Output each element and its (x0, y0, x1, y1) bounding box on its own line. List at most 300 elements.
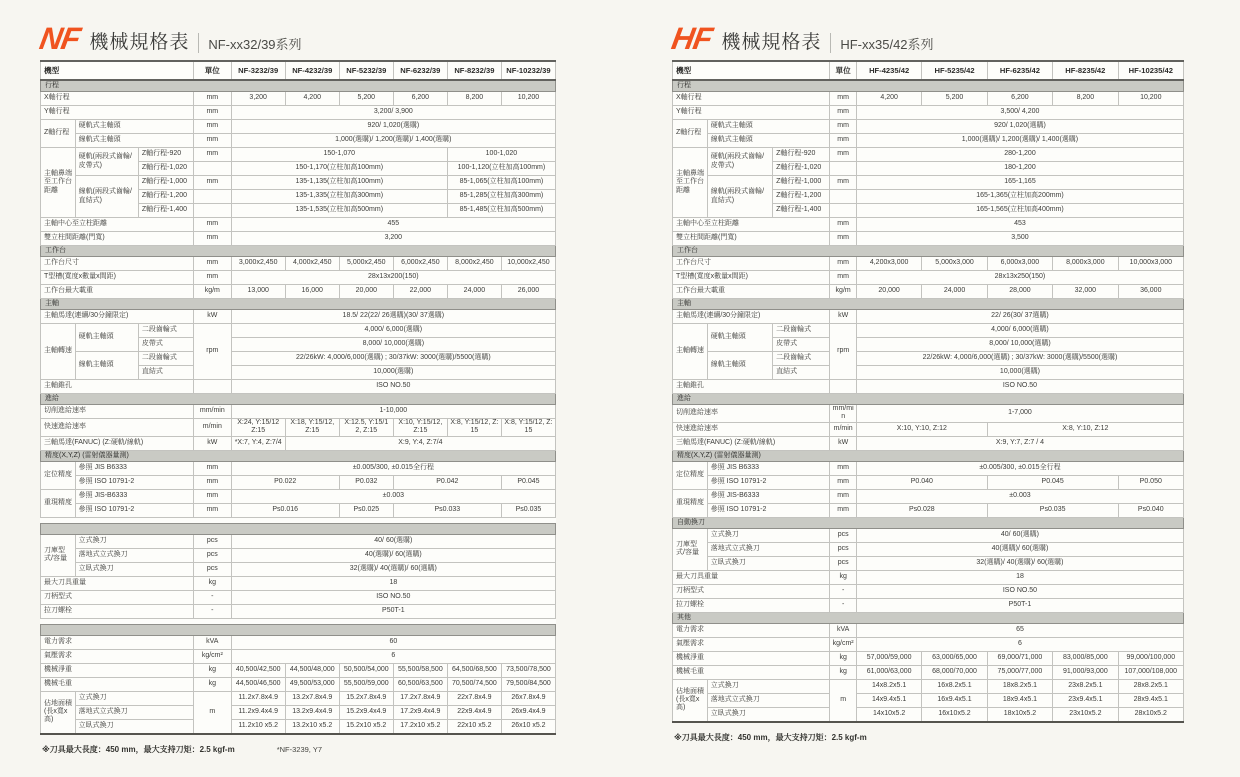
spec-value: 17.2x10 x5.2 (393, 719, 447, 734)
title-divider (830, 33, 831, 53)
spec-value: 75,000/77,000 (987, 665, 1052, 679)
row-label: Z軸行程-1,000 (138, 176, 193, 190)
spec-value: Ps0.040 (1118, 503, 1183, 517)
section-header: 工作台 (673, 246, 1184, 257)
spec-value: 57,000/59,000 (856, 651, 921, 665)
hf-title-bar (669, 18, 1184, 56)
spec-value: 24,000 (922, 285, 987, 299)
spec-value: 165-1,165 (856, 176, 1183, 190)
spec-value: 26x7.8x4.9 (501, 691, 555, 705)
nf-footnote-text: ※刀具最大長度：450 mm，最大支持刀矩：2.5 kgf-m (42, 744, 235, 754)
row-label: 主軸轉速 (673, 324, 708, 380)
unit-cell (830, 190, 857, 204)
spec-value: 920/ 1,020(選購) (231, 120, 555, 134)
row-label: 工作台尺寸 (41, 257, 194, 271)
unit-cell: - (193, 590, 231, 604)
nf-footnote (40, 744, 556, 755)
row-label: 刀庫型式/容量 (41, 534, 76, 576)
unit-cell: mm (830, 489, 857, 503)
hf-spec-table-mount (672, 60, 1184, 723)
spec-value: *X:7, Y:4, Z:7/4 (231, 436, 285, 450)
spec-value: 61,000/63,000 (856, 665, 921, 679)
section-header: 其他 (673, 612, 1184, 623)
row-label: 參照 ISO 10791-2 (707, 503, 830, 517)
unit-cell: m (830, 679, 857, 722)
spec-value: 40/ 60(選購) (231, 534, 555, 548)
spec-value: P0.032 (339, 475, 393, 489)
spec-value: Ps0.025 (339, 503, 393, 517)
unit-cell: kVA (830, 623, 857, 637)
spec-value: 22x9.4x4.9 (447, 705, 501, 719)
spec-value: 135-1,535(立柱加高500mm) (231, 204, 447, 218)
spec-value: 23x9.4x5.1 (1053, 693, 1118, 707)
row-label: 線軌主軸頭 (75, 352, 138, 380)
spec-value: 14x9.4x5.1 (856, 693, 921, 707)
spec-value: Ps0.033 (393, 503, 501, 517)
row-label: 重現精度 (673, 489, 708, 517)
model-column-header: NF-8232/39 (447, 61, 501, 80)
section-header: 工作台 (41, 246, 556, 257)
row-label: 立臥式換刀 (75, 719, 193, 734)
spec-value: 5,200 (339, 92, 393, 106)
row-label: 刀庫型式/容量 (673, 528, 708, 570)
nf-title-bar (37, 18, 556, 56)
row-label: 機械毛重 (673, 665, 830, 679)
row-label: T型槽(寬度x數量x間距) (41, 271, 194, 285)
spec-value: 135-1,135(立柱加高100mm) (231, 176, 447, 190)
spec-value: 4,200 (285, 92, 339, 106)
spec-value: 68,000/70,000 (922, 665, 987, 679)
row-label: 硬軌主軸頭 (75, 324, 138, 352)
spec-value: 17.2x9.4x4.9 (393, 705, 447, 719)
unit-cell: mm (193, 106, 231, 120)
row-label: Z軸行程-1,200 (138, 190, 193, 204)
spec-value: 100-1,020 (447, 148, 555, 162)
nf-title: 機械規格表 (89, 32, 190, 53)
row-label: 硬軌式主軸頭 (707, 120, 830, 134)
row-label: 參照 JIS B6333 (707, 461, 830, 475)
unit-cell (830, 380, 857, 394)
section-header: 自動換刀 (673, 517, 1184, 528)
spec-value: P0.050 (1118, 475, 1183, 489)
section-header: 行程 (41, 80, 556, 92)
row-label: 落地式立式換刀 (707, 693, 830, 707)
spec-value: 3,200 (231, 92, 285, 106)
spec-value: 64,500/68,500 (447, 663, 501, 677)
spec-value: P0.045 (987, 475, 1118, 489)
unit-cell (193, 190, 231, 204)
spec-value: 3,200 (231, 232, 555, 246)
spec-value: 6,000x3,000 (987, 257, 1052, 271)
spec-value: P50T-1 (856, 598, 1183, 612)
row-label: 硬軌(兩段式齒輪/皮帶式) (75, 148, 138, 176)
unit-cell: mm (193, 134, 231, 148)
unit-cell (830, 204, 857, 218)
unit-cell: kW (193, 310, 231, 324)
spec-value: 15.2x10 x5.2 (339, 719, 393, 734)
unit-cell: kg (193, 576, 231, 590)
hf-spec-panel (669, 18, 1184, 743)
spec-value: 28x10x5.2 (1118, 707, 1183, 722)
section-header (41, 624, 556, 635)
row-label: 主軸馬達(連續/30分鐘限定) (673, 310, 830, 324)
spec-value: 13.2x9.4x4.9 (285, 705, 339, 719)
row-label: 落地式立式換刀 (707, 542, 830, 556)
spec-value: 85-1,485(立柱加高500mm) (447, 204, 555, 218)
row-label: Z軸行程-1,000 (773, 176, 830, 190)
row-label: 二段齒輪式 (773, 352, 830, 366)
spec-value: 10,200 (1118, 92, 1183, 106)
row-label: Z軸行程 (41, 120, 76, 148)
nf-footnote-side-text: *NF-3239, Y7 (276, 744, 323, 754)
row-label: 參照 ISO 10791-2 (75, 475, 193, 489)
spec-value: 8,000/ 10,000(選購) (231, 338, 555, 352)
model-column-header: NF-5232/39 (339, 61, 393, 80)
unit-cell: pcs (193, 562, 231, 576)
spec-value: 22,000 (393, 285, 447, 299)
row-label: 佔地面積(長x寬x高) (41, 691, 76, 734)
row-label: 拉刀螺栓 (673, 598, 830, 612)
row-label: 切削進給速率 (673, 405, 830, 423)
spec-value: 1,000(選購)/ 1,200(選購)/ 1,400(選購) (231, 134, 555, 148)
spec-value: ±0.005/300, ±0.015全行程 (231, 461, 555, 475)
spec-value: 8,000x3,000 (1053, 257, 1118, 271)
unit-cell: kg/m (193, 285, 231, 299)
unit-cell: mm (193, 475, 231, 489)
model-column-header: HF-4235/42 (856, 61, 921, 80)
spec-value: 1-7,000 (856, 405, 1183, 423)
spec-value: 28x13x200(150) (231, 271, 555, 285)
row-label: 立式換刀 (75, 691, 193, 705)
spec-value: ±0.003 (231, 489, 555, 503)
unit-cell: rpm (830, 324, 857, 380)
spec-value: ISO NO.50 (231, 590, 555, 604)
spec-value: 150-1,070 (231, 148, 447, 162)
hf-footnote (672, 732, 1184, 743)
row-label: Y軸行程 (673, 106, 830, 120)
unit-cell: kg (193, 677, 231, 691)
spec-value: 23x10x5.2 (1053, 707, 1118, 722)
spec-value: 13.2x7.8x4.9 (285, 691, 339, 705)
unit-cell: mm (830, 92, 857, 106)
unit-cell: pcs (830, 542, 857, 556)
spec-value: 5,000x3,000 (922, 257, 987, 271)
section-header: 進給 (41, 394, 556, 405)
spec-value: 11.2x7.8x4.9 (231, 691, 285, 705)
row-label: 主軸錐孔 (41, 380, 194, 394)
spec-value: 18 (231, 576, 555, 590)
spec-value: 28x13x250(150) (856, 271, 1183, 285)
spec-value: 85-1,285(立柱加高300mm) (447, 190, 555, 204)
spec-value: 4,200x3,000 (856, 257, 921, 271)
row-label: 雙立柱間距離(門寬) (673, 232, 830, 246)
spec-value: 3,500 (856, 232, 1183, 246)
row-label: 定位精度 (673, 461, 708, 489)
spec-value: 22x7.8x4.9 (447, 691, 501, 705)
row-label: 工作台尺寸 (673, 257, 830, 271)
spec-value: X:9, Y:4, Z:7/4 (285, 436, 555, 450)
spec-value: 40/ 60(選購) (856, 528, 1183, 542)
model-column-header: HF-8235/42 (1053, 61, 1118, 80)
spec-value: X:10, Y:10, Z:12 (856, 422, 987, 436)
spec-value: 8,000/ 10,000(選購) (856, 338, 1183, 352)
spec-value: 10,000(選購) (856, 366, 1183, 380)
spec-value: 36,000 (1118, 285, 1183, 299)
spec-value: X:24, Y:15/12 Z:15 (231, 419, 285, 437)
spec-value: 17.2x7.8x4.9 (393, 691, 447, 705)
nf-spec-panel (37, 18, 556, 755)
spec-value: 11.2x9.4x4.9 (231, 705, 285, 719)
unit-cell: - (193, 604, 231, 618)
spec-value: 26x9.4x4.9 (501, 705, 555, 719)
row-label: 立式換刀 (707, 679, 830, 693)
row-label: 三軸馬達(FANUC) (Z:硬軌/線軌) (673, 436, 830, 450)
nf-logo: NF (37, 21, 83, 56)
unit-cell: kg (830, 570, 857, 584)
row-label: 線軌(兩段式齒輪/直結式) (75, 176, 138, 218)
spec-value: 16x9.4x5.1 (922, 693, 987, 707)
spec-value: X:12.5, Y:15/12, Z:15 (339, 419, 393, 437)
spec-value: 14x8.2x5.1 (856, 679, 921, 693)
unit-cell: mm (830, 134, 857, 148)
row-label: 電力需求 (41, 635, 194, 649)
row-label: 立式換刀 (75, 534, 193, 548)
spec-value: 6,200 (987, 92, 1052, 106)
spec-value: 165-1,565(立柱加高400mm) (856, 204, 1183, 218)
row-label: 主軸鼻端至工作台距離 (673, 148, 708, 218)
spec-value: 20,000 (339, 285, 393, 299)
row-label: Z軸行程-1,020 (773, 162, 830, 176)
unit-cell: m/min (193, 419, 231, 437)
row-label: 線軌式主軸頭 (707, 134, 830, 148)
section-header: 精度(X,Y,Z) (雷射儀器量測) (673, 450, 1184, 461)
unit-cell: pcs (830, 528, 857, 542)
row-label: 二段齒輪式 (138, 324, 193, 338)
row-label: 立臥式換刀 (707, 556, 830, 570)
model-column-header: HF-6235/42 (987, 61, 1052, 80)
spec-value: 5,000x2,450 (339, 257, 393, 271)
spec-value: ISO NO.50 (856, 380, 1183, 394)
spec-value: 91,000/93,000 (1053, 665, 1118, 679)
row-label: Z軸行程 (673, 120, 708, 148)
unit-cell: mm (193, 461, 231, 475)
spec-value: Ps0.035 (501, 503, 555, 517)
row-label: 參照 ISO 10791-2 (75, 503, 193, 517)
spec-value: 6 (231, 649, 555, 663)
row-label: Z軸行程-1,400 (773, 204, 830, 218)
spec-value: 107,000/108,000 (1118, 665, 1183, 679)
spec-value: 28x9.4x5.1 (1118, 693, 1183, 707)
row-label: 最大刀具重量 (673, 570, 830, 584)
row-label: 刀柄型式 (673, 584, 830, 598)
section-header: 精度(X,Y,Z) (雷射儀器量測) (41, 450, 556, 461)
unit-cell: mm (193, 176, 231, 190)
spec-value: P0.022 (231, 475, 339, 489)
spec-value: 22x10 x5.2 (447, 719, 501, 734)
unit-cell: m (193, 691, 231, 734)
spec-value: 14x10x5.2 (856, 707, 921, 722)
model-column-header: HF-5235/42 (922, 61, 987, 80)
spec-value: 22/26kW: 4,000/6,000(選購) ; 30/37kW: 3000(選購)/5500(選購) (856, 352, 1183, 366)
hf-footnote-text: ※刀具最大長度：450 mm，最大支持刀矩：2.5 kgf-m (674, 732, 867, 742)
row-label: 皮帶式 (773, 338, 830, 352)
spec-value: P0.040 (856, 475, 987, 489)
spec-value: 18x9.4x5.1 (987, 693, 1052, 707)
row-label: 參照 JIS-B6333 (707, 489, 830, 503)
row-label: 主軸中心至立柱距離 (673, 218, 830, 232)
spec-value: 79,500/84,500 (501, 677, 555, 691)
spec-value: 5,200 (922, 92, 987, 106)
spec-value: 70,500/74,500 (447, 677, 501, 691)
spec-value: 49,500/53,000 (285, 677, 339, 691)
spec-value: 453 (856, 218, 1183, 232)
row-label: 切削進給速率 (41, 405, 194, 419)
unit-cell: kg/m (830, 285, 857, 299)
spec-value: 6,000x2,450 (393, 257, 447, 271)
spec-value: 15.2x7.8x4.9 (339, 691, 393, 705)
spec-value: 99,000/100,000 (1118, 651, 1183, 665)
spec-value: 150-1,170(立柱加高100mm) (231, 162, 447, 176)
row-label: 快速進給速率 (41, 419, 194, 437)
spec-value: 32(選購)/ 40(選購)/ 60(選購) (856, 556, 1183, 570)
unit-cell: mm (830, 257, 857, 271)
spec-value: 26x10 x5.2 (501, 719, 555, 734)
spec-value: 32(選購)/ 40(選購)/ 60(選購) (231, 562, 555, 576)
spec-value: 40(選購)/ 60(選購) (231, 548, 555, 562)
row-label: Z軸行程-1,020 (138, 162, 193, 176)
spec-value: 63,000/65,000 (922, 651, 987, 665)
unit-cell: mm (830, 271, 857, 285)
row-label: 立臥式換刀 (707, 707, 830, 722)
row-label: 線軌主軸頭 (707, 352, 772, 380)
row-label: 電力需求 (673, 623, 830, 637)
unit-cell: mm (193, 218, 231, 232)
spec-value: X:8, Y:15/12, Z:15 (447, 419, 501, 437)
row-label: 機械淨重 (673, 651, 830, 665)
row-label: 二段齒輪式 (773, 324, 830, 338)
spec-value: 8,200 (1053, 92, 1118, 106)
unit-cell: mm (193, 120, 231, 134)
row-label: 線軌式主軸頭 (75, 134, 193, 148)
unit-cell: pcs (193, 534, 231, 548)
row-label: 氣壓需求 (41, 649, 194, 663)
spec-value: 28,000 (987, 285, 1052, 299)
unit-cell: kg (830, 665, 857, 679)
row-label: 二段齒輪式 (138, 352, 193, 366)
section-header: 主軸 (41, 299, 556, 310)
hf-title: 機械規格表 (721, 32, 822, 53)
spec-value: 280-1,200 (856, 148, 1183, 162)
spec-value: 6,200 (393, 92, 447, 106)
spec-value: 4,000/ 6,000(選購) (231, 324, 555, 338)
row-label: Z軸行程-920 (138, 148, 193, 162)
spec-value: 69,000/71,000 (987, 651, 1052, 665)
unit-cell: m/min (830, 422, 857, 436)
row-label: 硬軌(兩段式齒輪/皮帶式) (707, 148, 772, 176)
unit-cell: kg/cm² (193, 649, 231, 663)
row-label: 立臥式換刀 (75, 562, 193, 576)
section-header (41, 523, 556, 534)
spec-value: P0.045 (501, 475, 555, 489)
spec-value: 40(選購)/ 60(選購) (856, 542, 1183, 556)
spec-value: 100-1,120(立柱加高100mm) (447, 162, 555, 176)
unit-cell: mm (830, 106, 857, 120)
row-label: X軸行程 (41, 92, 194, 106)
spec-value: 60 (231, 635, 555, 649)
spec-value: P50T-1 (231, 604, 555, 618)
unit-cell: mm (830, 503, 857, 517)
spec-value: 23x8.2x5.1 (1053, 679, 1118, 693)
unit-cell: mm (830, 461, 857, 475)
section-header: 行程 (673, 80, 1184, 92)
spec-value: Ps0.016 (231, 503, 339, 517)
spec-value: 73,500/78,500 (501, 663, 555, 677)
nf-series-label: NF-xx32/39系列 (208, 37, 302, 52)
spec-value: 65 (856, 623, 1183, 637)
spec-value: 11.2x10 x5.2 (231, 719, 285, 734)
spec-value: 165-1,365(立柱加高200mm) (856, 190, 1183, 204)
spec-value: 16x10x5.2 (922, 707, 987, 722)
spec-value: ±0.005/300, ±0.015全行程 (856, 461, 1183, 475)
spec-value: Ps0.035 (987, 503, 1118, 517)
unit-cell: kW (830, 310, 857, 324)
hf-logo: HF (669, 21, 715, 56)
spec-value: 8,200 (447, 92, 501, 106)
spec-value: ±0.003 (856, 489, 1183, 503)
unit-cell: mm (193, 148, 231, 162)
spec-value: 4,200 (856, 92, 921, 106)
spec-value: 83,000/85,000 (1053, 651, 1118, 665)
unit-cell: kg/cm² (830, 637, 857, 651)
row-label: 機械毛重 (41, 677, 194, 691)
row-label: 刀柄型式 (41, 590, 194, 604)
unit-cell: mm (193, 503, 231, 517)
row-label: 皮帶式 (138, 338, 193, 352)
unit-header: 單位 (193, 61, 231, 80)
spec-value: 6 (856, 637, 1183, 651)
row-label: 佔地面積(長x寬x高) (673, 679, 708, 722)
spec-value: 55,500/58,500 (393, 663, 447, 677)
spec-value: 85-1,065(立柱加高100mm) (447, 176, 555, 190)
spec-value: 18x10x5.2 (987, 707, 1052, 722)
row-label: 線軌(兩段式齒輪/直結式) (707, 176, 772, 218)
spec-value: P0.042 (393, 475, 501, 489)
unit-cell: rpm (193, 324, 231, 380)
spec-value: Ps0.028 (856, 503, 987, 517)
row-label: 主軸鼻端至工作台距離 (41, 148, 76, 218)
row-label: 雙立柱間距離(門寬) (41, 232, 194, 246)
unit-cell: mm (830, 148, 857, 162)
model-column-header: HF-10235/42 (1118, 61, 1183, 80)
row-label: 主軸轉速 (41, 324, 76, 380)
unit-cell: kg (193, 663, 231, 677)
row-label: 主軸錐孔 (673, 380, 830, 394)
row-label: 直結式 (773, 366, 830, 380)
section-header: 主軸 (673, 299, 1184, 310)
spec-value: 26,000 (501, 285, 555, 299)
spec-value: 44,500/48,000 (285, 663, 339, 677)
spec-value: 28x8.2x5.1 (1118, 679, 1183, 693)
row-label: 工作台最大載重 (673, 285, 830, 299)
spec-value: 10,000(選購) (231, 366, 555, 380)
spec-value: 13,000 (231, 285, 285, 299)
hf-series-label: HF-xx35/42系列 (840, 37, 934, 52)
row-label: 落地式立式換刀 (75, 705, 193, 719)
unit-cell: mm (193, 92, 231, 106)
spec-value: X:8, Y:15/12, Z:15 (501, 419, 555, 437)
spec-value: 3,200/ 3,900 (231, 106, 555, 120)
row-label: 拉刀螺栓 (41, 604, 194, 618)
